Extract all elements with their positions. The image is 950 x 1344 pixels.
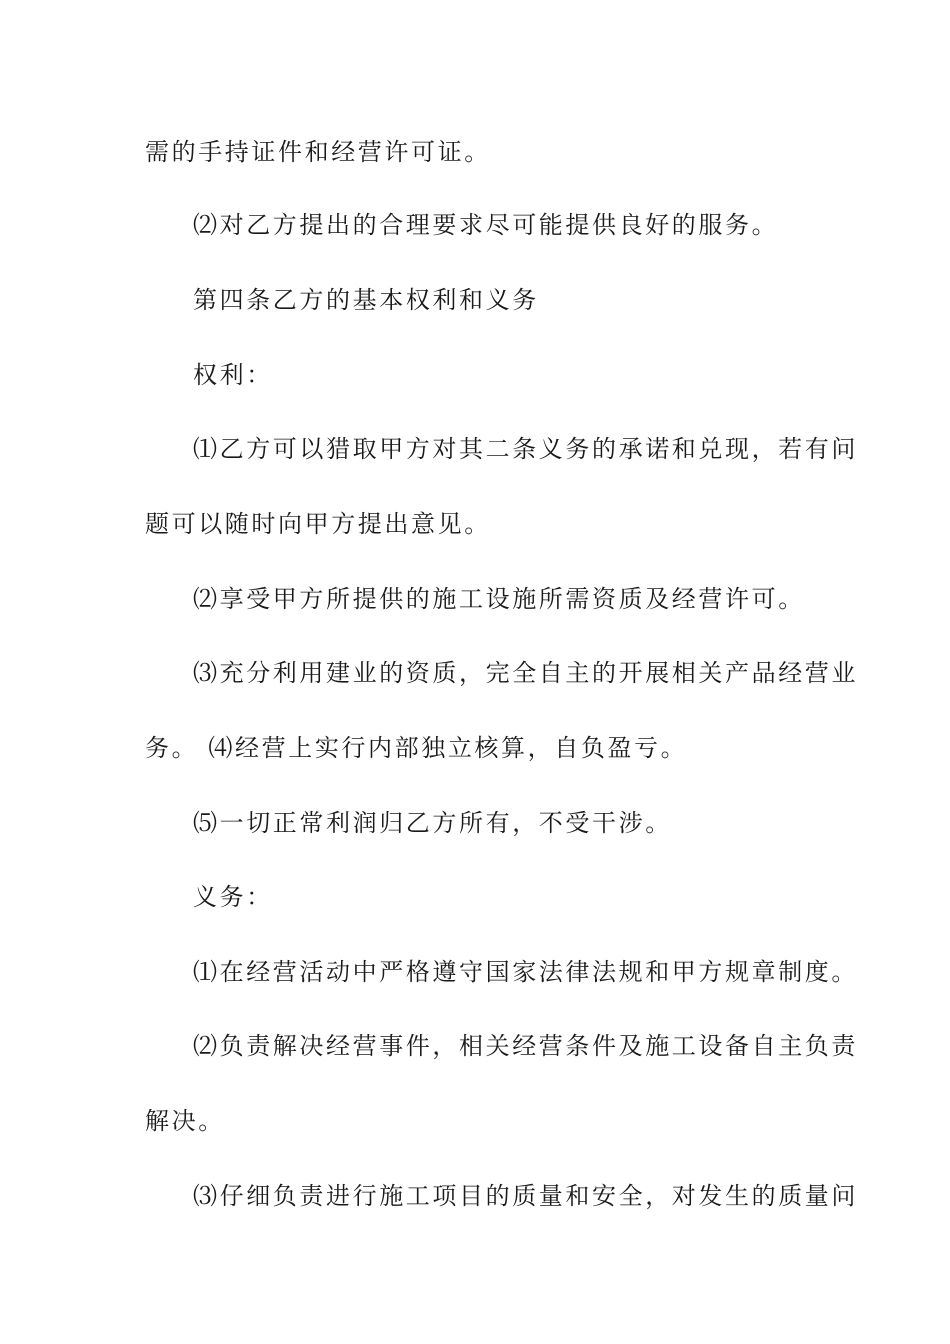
text-line-1: 需的手持证件和经营许可证。 (145, 138, 491, 166)
text-line-2: ⑵对乙方提出的合理要求尽可能提供良好的服务。 (193, 211, 779, 239)
rights-heading: 权利： (193, 361, 273, 389)
text-line-7: ⑵享受甲方所提供的施工设施所需资质及经营许可。 (193, 585, 805, 613)
text-line-12: ⑴在经营活动中严格遵守国家法律法规和甲方规章制度。 (193, 958, 858, 986)
text-line-14: 解决。 (145, 1107, 225, 1135)
text-line-10: ⑸一切正常利润归乙方所有，不受干涉。 (193, 809, 672, 837)
section-heading: 第四条乙方的基本权利和义务 (193, 286, 539, 314)
text-line-15: ⑶仔细负责进行施工项目的质量和安全，对发生的质量问 (193, 1182, 858, 1210)
text-line-8: ⑶充分利用建业的资质，完全自主的开展相关产品经营业 (193, 659, 858, 687)
text-line-9: 务。 ⑷经营上实行内部独立核算，自负盈亏。 (145, 734, 688, 762)
text-line-6: 题可以随时向甲方提出意见。 (145, 510, 491, 538)
obligations-heading: 义务： (193, 883, 273, 911)
text-line-13: ⑵负责解决经营事件，相关经营条件及施工设备自主负责 (193, 1032, 858, 1060)
text-line-5: ⑴乙方可以猎取甲方对其二条义务的承诺和兑现，若有问 (193, 435, 858, 463)
